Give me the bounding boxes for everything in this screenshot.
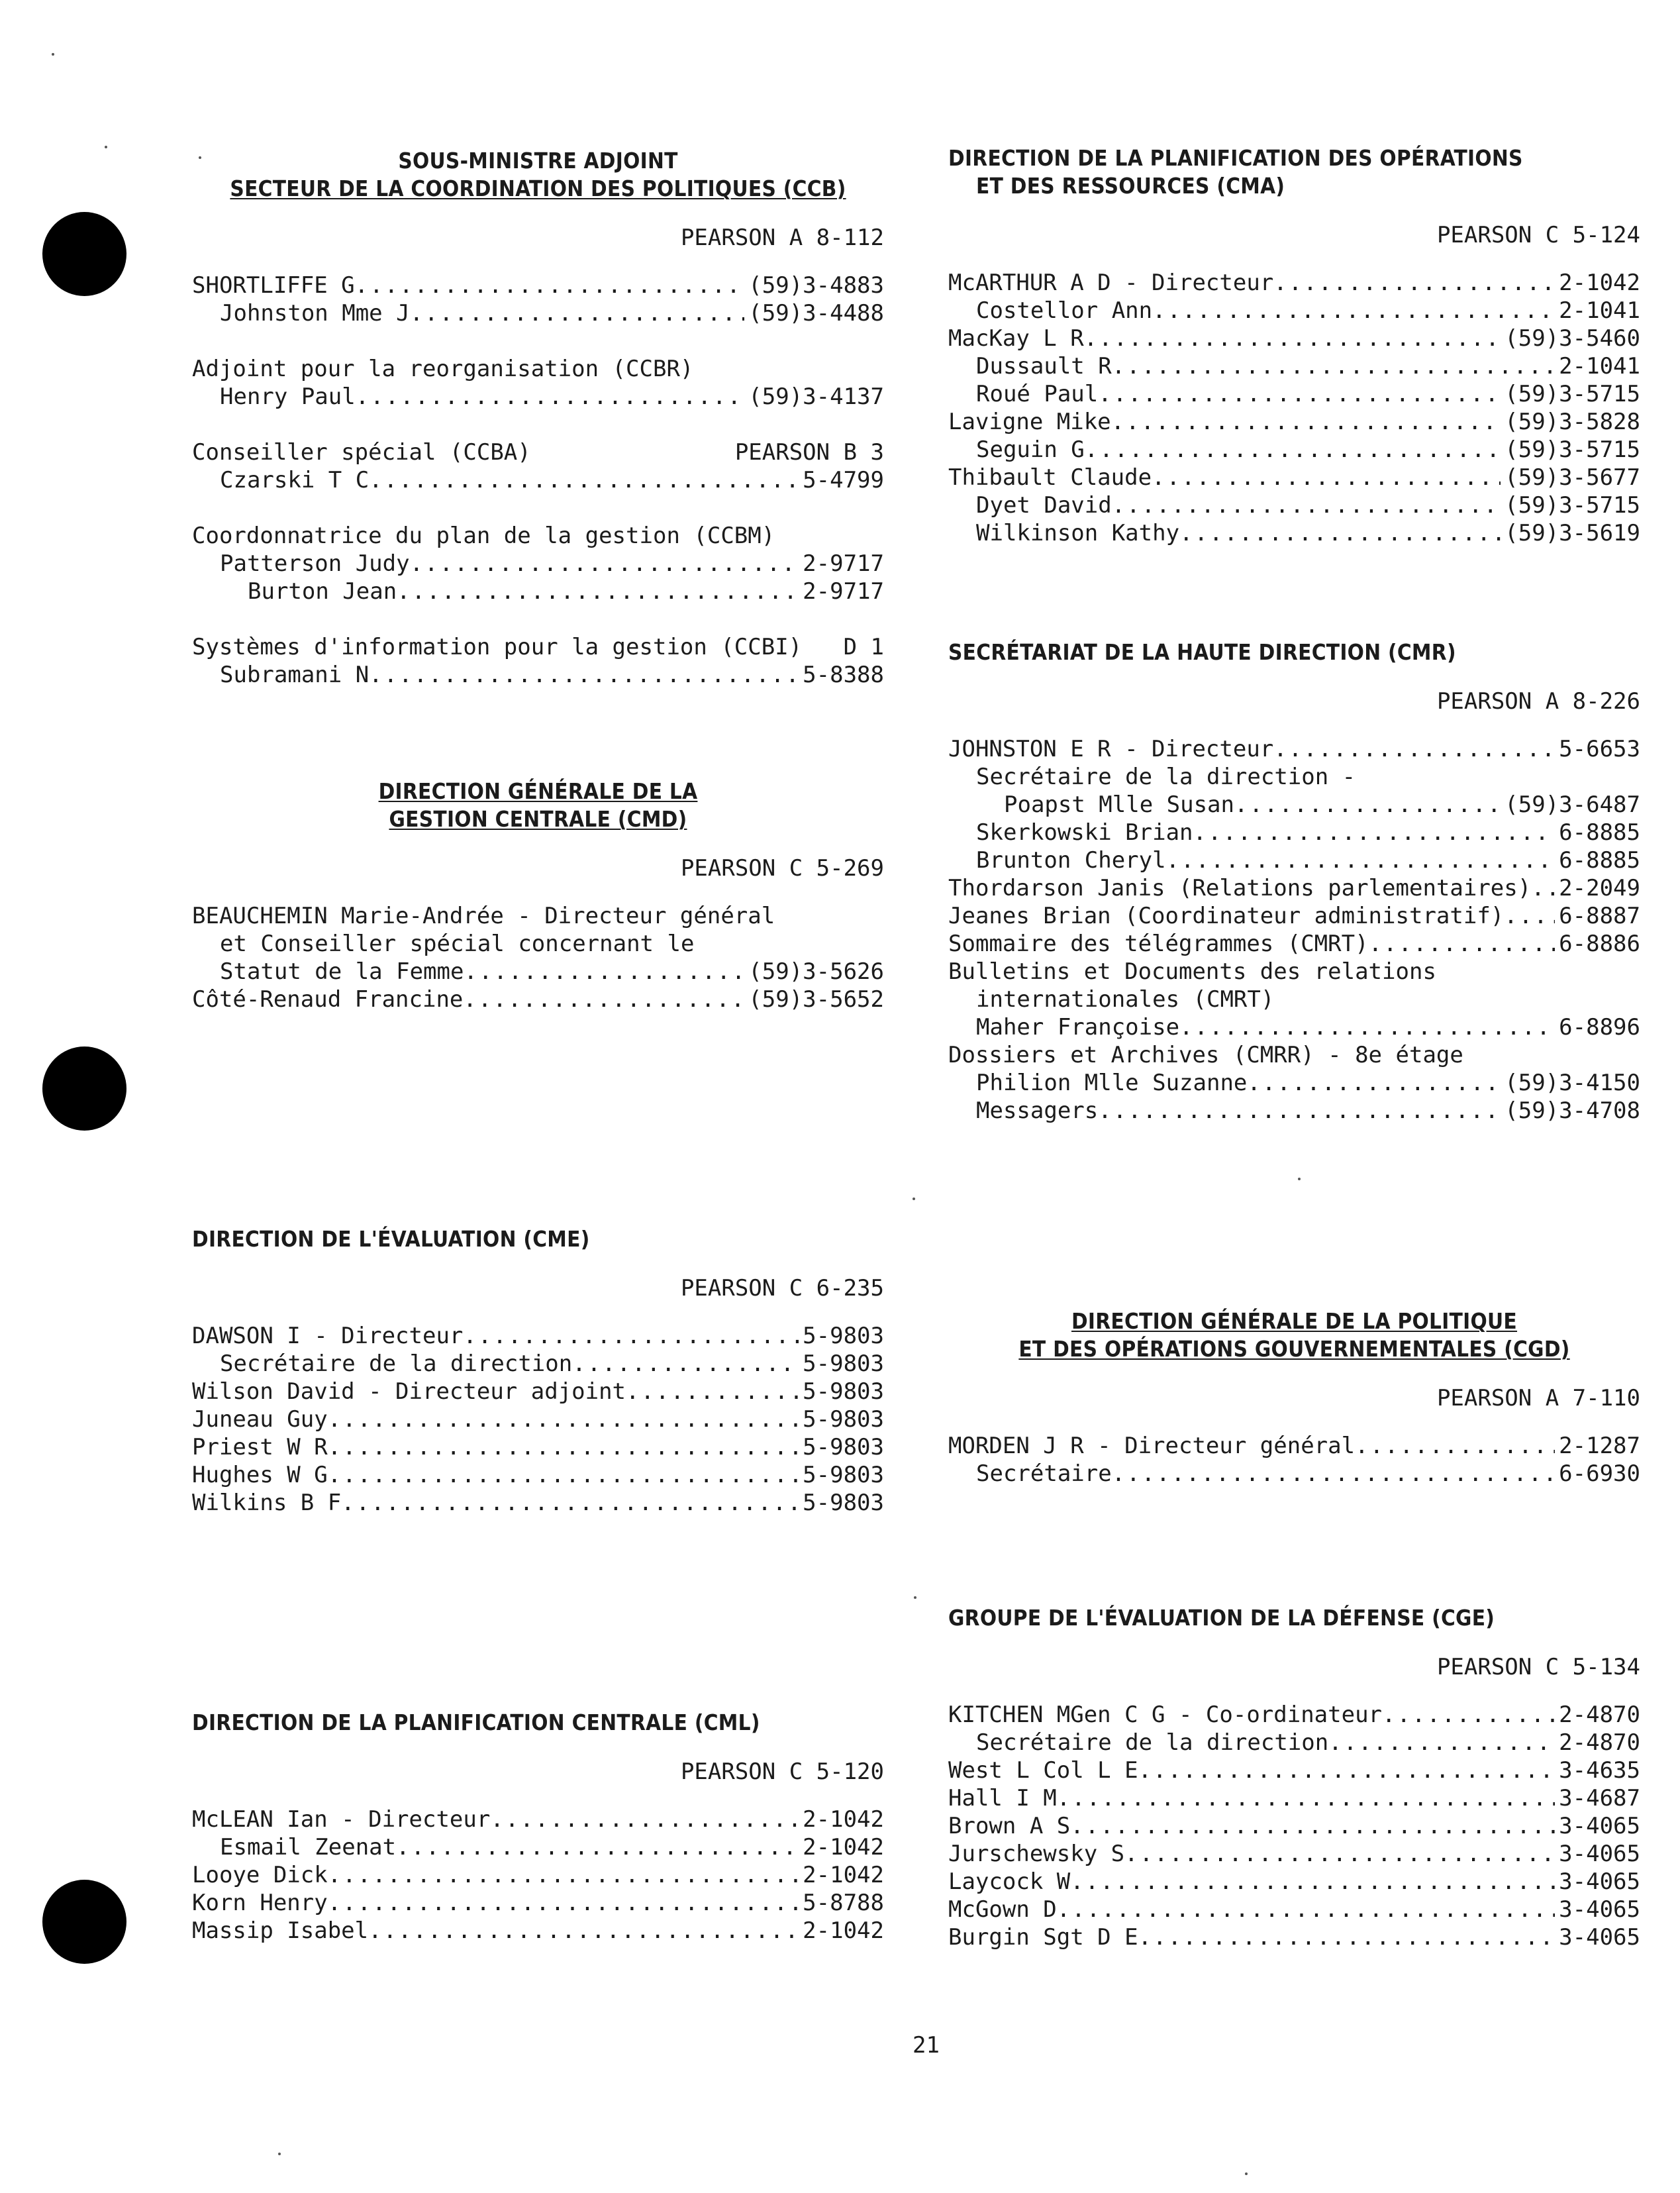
entry-row: Massip Isabel ..... 2-1042 — [192, 1917, 884, 1945]
location: PEARSON C 5-269 — [680, 855, 884, 882]
section-title: DIRECTION GÉNÉRALE DE LA — [378, 778, 698, 804]
section-title: SECTEUR DE LA COORDINATION DES POLITIQUES (CCB) — [230, 176, 846, 201]
entry-row: MacKay L R ..... (59)3-5460 — [948, 325, 1640, 352]
entry-row: Sommaire des télégrammes (CMRT) ..... 6-8886 — [948, 930, 1640, 958]
entry-row: Statut de la Femme ..... (59)3-5626 — [192, 958, 884, 986]
entry-row: Dussault R ..... 2-1041 — [948, 352, 1640, 380]
location: PEARSON C 5-124 — [1436, 222, 1640, 248]
section-cmr — [948, 638, 1640, 1125]
section-cma — [948, 144, 1640, 547]
entry-row: Roué Paul ..... (59)3-5715 — [948, 380, 1640, 408]
entry-row: Secrétaire de la direction ..... 5-9803 — [192, 1350, 884, 1378]
entry-row: Poapst Mlle Susan ..... (59)3-6487 — [948, 791, 1640, 819]
scan-speck — [199, 156, 201, 159]
entry-row: McGown D ..... 3-4065 — [948, 1896, 1640, 1923]
entry-row: McLEAN Ian - Directeur ..... 2-1042 — [192, 1806, 884, 1833]
subheading-row: Systèmes d'information pour la gestion (CCBI) D 1 — [192, 634, 884, 660]
section-cmd — [192, 778, 884, 1013]
entry-row: Maher Françoise ..... 6-8896 — [948, 1013, 1640, 1041]
section-title: SECRÉTARIAT DE LA HAUTE DIRECTION (CMR) — [948, 639, 1456, 665]
entry-row: Johnston Mme J ..... (59)3-4488 — [192, 299, 884, 327]
entry-row: Wilkins B F ..... 5-9803 — [192, 1489, 884, 1517]
section-cge — [948, 1604, 1640, 1951]
section-title: DIRECTION DE L'ÉVALUATION (CME) — [192, 1226, 590, 1252]
entry-row: Costellor Ann ..... 2-1041 — [948, 297, 1640, 325]
section-title: GESTION CENTRALE (CMD) — [389, 806, 687, 832]
entry-row: Wilson David - Directeur adjoint ..... 5-9803 — [192, 1378, 884, 1405]
entry-row: Burton Jean ..... 2-9717 — [192, 578, 884, 605]
section-title: ET DES RESSOURCES (CMA) — [976, 173, 1285, 199]
hole-punch-middle — [42, 1046, 126, 1131]
scan-speck — [105, 146, 107, 148]
entry-row: Burgin Sgt D E ..... 3-4065 — [948, 1923, 1640, 1951]
entry-row: Lavigne Mike ..... (59)3-5828 — [948, 408, 1640, 436]
section-ccb — [192, 147, 884, 689]
entry-row: McARTHUR A D - Directeur ..... 2-1042 — [948, 269, 1640, 297]
section-cme — [192, 1225, 884, 1517]
entry-row: Wilkinson Kathy ..... (59)3-5619 — [948, 519, 1640, 547]
section-title: DIRECTION DE LA PLANIFICATION DES OPÉRATIONS — [948, 145, 1523, 171]
entry-row: Hall I M ..... 3-4687 — [948, 1784, 1640, 1812]
entry-row: Brunton Cheryl ..... 6-8885 — [948, 846, 1640, 874]
scan-speck — [52, 53, 54, 56]
section-cgd — [948, 1307, 1640, 1488]
page-number: 21 — [913, 2032, 940, 2059]
subheading-row: Conseiller spécial (CCBA) PEARSON B 3 — [192, 439, 884, 466]
entry-row: DAWSON I - Directeur ..... 5-9803 — [192, 1322, 884, 1350]
entry-row: Skerkowski Brian ..... 6-8885 — [948, 819, 1640, 846]
entry-row: Thibault Claude ..... (59)3-5677 — [948, 464, 1640, 491]
entry-row: Jeanes Brian (Coordinateur administratif) ..... 6-8887 — [948, 902, 1640, 930]
location: PEARSON C 5-120 — [680, 1759, 884, 1785]
entry-row: Thordarson Janis (Relations parlementaires) ..... 2-2049 — [948, 874, 1640, 902]
entry-row: Secrétaire ..... 6-6930 — [948, 1460, 1640, 1488]
entry-row: Dyet David ..... (59)3-5715 — [948, 491, 1640, 519]
entry-line: Dossiers et Archives (CMRR) - 8e étage — [948, 1042, 1463, 1068]
entry-row: Czarski T C ..... 5-4799 — [192, 466, 884, 494]
hole-punch-top — [42, 212, 126, 296]
scan-speck — [278, 2153, 281, 2155]
entry-row: Priest W R ..... 5-9803 — [192, 1433, 884, 1461]
entry-row: Brown A S ..... 3-4065 — [948, 1812, 1640, 1840]
location: PEARSON C 6-235 — [680, 1275, 884, 1301]
entry-line: BEAUCHEMIN Marie-Andrée - Directeur général — [192, 903, 775, 929]
entry-line: Secrétaire de la direction - — [976, 764, 1356, 790]
scan-speck — [914, 1596, 916, 1599]
entry-row: MORDEN J R - Directeur général ..... 2-1287 — [948, 1432, 1640, 1460]
subheading: Coordonnatrice du plan de la gestion (CCBM) — [192, 523, 775, 549]
section-title: ET DES OPÉRATIONS GOUVERNEMENTALES (CGD) — [1018, 1336, 1570, 1362]
entry-row: SHORTLIFFE G ..... (59)3-4883 — [192, 272, 884, 299]
entry-row: Secrétaire de la direction ..... 2-4870 — [948, 1729, 1640, 1757]
scan-speck — [913, 1198, 915, 1200]
entry-line: internationales (CMRT) — [976, 986, 1275, 1013]
entry-row: West L Col L E ..... 3-4635 — [948, 1757, 1640, 1784]
hole-punch-bottom — [42, 1880, 126, 1964]
entry-row: Seguin G ..... (59)3-5715 — [948, 436, 1640, 464]
entry-row: Juneau Guy ..... 5-9803 — [192, 1405, 884, 1433]
entry-line: Bulletins et Documents des relations — [948, 958, 1436, 985]
entry-row: Subramani N ..... 5-8388 — [192, 661, 884, 689]
section-title: DIRECTION GÉNÉRALE DE LA POLITIQUE — [1071, 1308, 1518, 1334]
entry-row: Philion Mlle Suzanne ..... (59)3-4150 — [948, 1069, 1640, 1097]
section-title: DIRECTION DE LA PLANIFICATION CENTRALE (CML) — [192, 1709, 760, 1735]
entry-row: Jurschewsky S ..... 3-4065 — [948, 1840, 1640, 1868]
location: PEARSON A 7-110 — [1436, 1385, 1640, 1411]
section-title: SOUS-MINISTRE ADJOINT — [398, 148, 678, 174]
entry-row: Messagers ..... (59)3-4708 — [948, 1097, 1640, 1125]
entry-row: KITCHEN MGen C G - Co-ordinateur ..... 2-4870 — [948, 1701, 1640, 1729]
entry-row: Hughes W G ..... 5-9803 — [192, 1461, 884, 1489]
entry-row: Patterson Judy ..... 2-9717 — [192, 550, 884, 578]
section-title: GROUPE DE L'ÉVALUATION DE LA DÉFENSE (CGE) — [948, 1605, 1495, 1631]
entry-row: Looye Dick ..... 2-1042 — [192, 1861, 884, 1889]
location: PEARSON C 5-134 — [1436, 1654, 1640, 1680]
scan-speck — [1298, 1178, 1301, 1180]
scan-speck — [1245, 2172, 1248, 2175]
location: PEARSON A 8-112 — [680, 225, 884, 251]
entry-row: Henry Paul ..... (59)3-4137 — [192, 383, 884, 411]
entry-line: et Conseiller spécial concernant le — [220, 931, 695, 957]
location: PEARSON A 8-226 — [1436, 688, 1640, 715]
section-cml — [192, 1709, 884, 1945]
subheading: Adjoint pour la reorganisation (CCBR) — [192, 356, 694, 382]
entry-row: Esmail Zeenat ..... 2-1042 — [192, 1833, 884, 1861]
entry-row: Laycock W ..... 3-4065 — [948, 1868, 1640, 1896]
entry-row: JOHNSTON E R - Directeur ..... 5-6653 — [948, 735, 1640, 763]
entry-row: Korn Henry ..... 5-8788 — [192, 1889, 884, 1917]
entry-row: Côté-Renaud Francine ..... (59)3-5652 — [192, 986, 884, 1013]
